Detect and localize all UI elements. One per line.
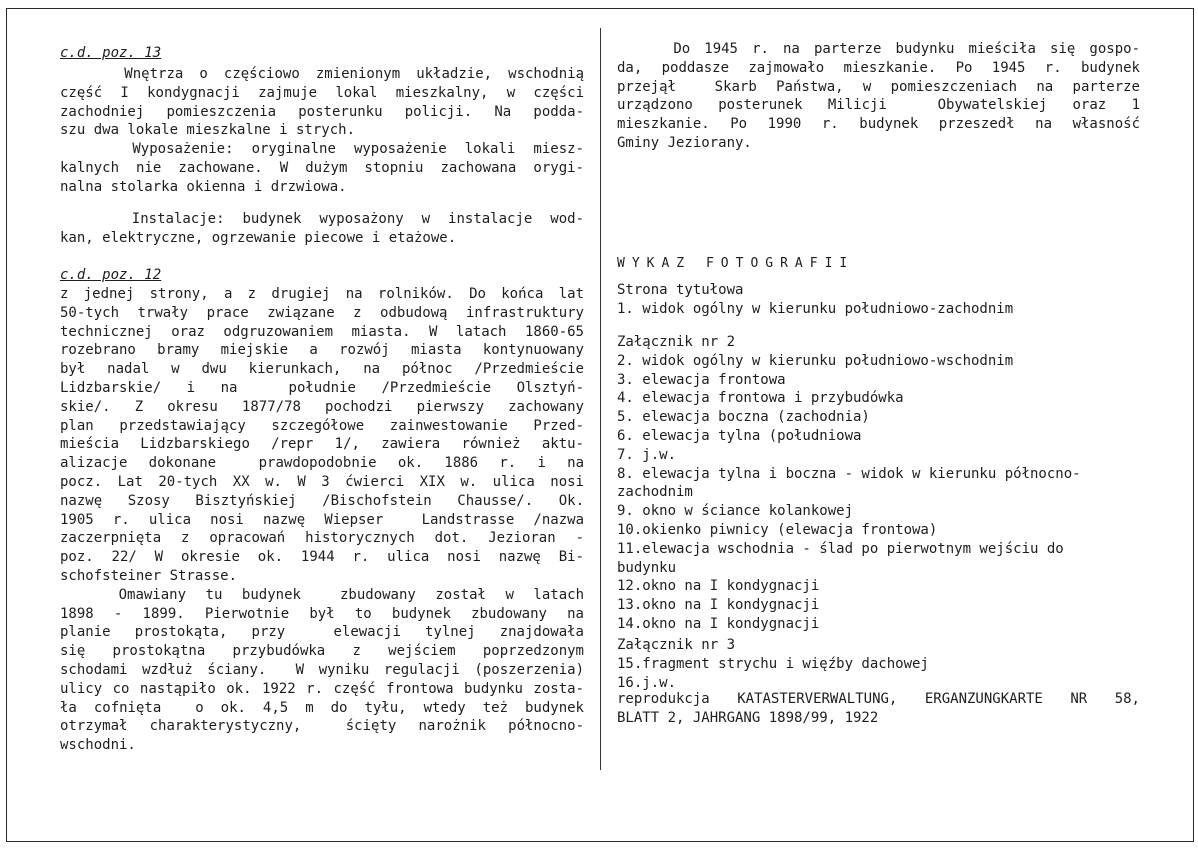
- text-line: ulicy co nastąpiło ok. 1922 r. część frontowa budynku zosta-: [60, 680, 584, 697]
- photo-list-item: 7. j.w.: [617, 446, 677, 463]
- photo-list-item: 8. elewacja tylna i boczna - widok w kierunku północno-: [617, 465, 1081, 482]
- text-line: ła cofnięta o ok. 4,5 m do tyłu, wtedy też budynek: [60, 699, 584, 716]
- text-line: z jednej strony, a z drugiej na rolników. Do końca lat: [60, 286, 584, 302]
- text-line: część I kondygnacji zajmuje lokal mieszkalny, w części: [60, 84, 584, 101]
- photo-list-item: 6. elewacja tylna (południowa: [617, 428, 862, 444]
- text-line: zaczerpnięta z opracowań historycznych dot. Jezioran -: [60, 530, 584, 547]
- column-divider: [600, 28, 601, 770]
- photo-list-item: 9. okno w ściance kolankowej: [617, 503, 854, 520]
- text-line: pocz. Lat 20-tych XX w. W 3 ćwierci XIX w. ulica nosi: [60, 474, 584, 490]
- photo-list-item: 1. widok ogólny w kierunku południowo-zachodnim: [617, 300, 1014, 317]
- text-line: Gminy Jeziorany.: [617, 135, 752, 151]
- text-line: poz. 22/ W okresie ok. 1944 r. ulica nosi nazwę Bi-: [60, 549, 584, 566]
- text-line: nazwę Szosy Bisztyńskiej /Bischofstein Chausse/. Ok.: [60, 492, 584, 509]
- text-line: był nadal w dwu kierunkach, na północ /Przedmieście: [60, 361, 584, 378]
- text-line: nalna stolarka okienna i drzwiowa.: [60, 178, 347, 195]
- text-line: urządzono posterunek Milicji Obywatelskiej oraz 1: [617, 97, 1140, 114]
- photo-list-item: budynku: [617, 559, 677, 576]
- section-heading: c.d. poz. 13: [60, 45, 162, 61]
- text-line: schofsteiner Strasse.: [60, 568, 238, 584]
- text-line: technicznej oraz odgruzowaniem miasta. W latach 1860-65: [60, 323, 584, 340]
- text-line: się prostokątna przybudówka z wejściem poprzedzonym: [60, 643, 584, 660]
- photo-list-item: zachodnim: [617, 484, 693, 501]
- reproduction-note: reprodukcja KATASTERVERWALTUNG, ERGANZUNGKARTE NR 58,: [617, 691, 1140, 707]
- photo-list-item: 14.okno na I kondygnacji: [617, 616, 820, 632]
- text-line: Lidzbarskie/ i na południe /Przedmieście Olsztyń-: [60, 380, 584, 396]
- text-line: szu dwa lokale mieszkalne i strych.: [60, 122, 356, 139]
- group-title: Załącznik nr 3: [617, 637, 736, 653]
- text-line: mieszkanie. Po 1990 r. budynek przeszedł na własność: [617, 116, 1140, 133]
- photo-list-item: 13.okno na I kondygnacji: [617, 597, 820, 614]
- text-line: plan przedstawiający szczegółowe zainwestowanie Przed-: [60, 417, 584, 434]
- photo-list-item: 12.okno na I kondygnacji: [617, 578, 820, 595]
- list-title: WYKAZ FOTOGRAFII: [617, 256, 855, 271]
- text-line: 1898 - 1899. Pierwotnie był to budynek zbudowany na: [60, 605, 584, 622]
- text-line: da, poddasze zajmowało mieszkanie. Po 1945 r. budynek: [617, 59, 1140, 76]
- text-line: 1905 r. ulica nosi nazwę Wiepser Landstrasse /nazwa: [60, 511, 584, 528]
- photo-list-item: 4. elewacja frontowa i przybudówka: [617, 390, 904, 407]
- photo-list-item: 10.okienko piwnicy (elewacja frontowa): [617, 522, 938, 538]
- group-title: Załącznik nr 2: [617, 334, 736, 350]
- text-line: planie prostokąta, przy elewacji tylnej znajdowała: [60, 624, 584, 641]
- group-title: Strona tytułowa: [617, 282, 744, 298]
- text-line: rozebrano bramy miejskie a rozwój miasta kontynuowany: [60, 342, 584, 359]
- text-line: wschodni.: [60, 737, 136, 754]
- photo-list-item: 15.fragment strychu i więźby dachowej: [617, 655, 929, 672]
- text-line: alizacje dokonane prawdopodobnie ok. 1886 r. i na: [60, 455, 584, 472]
- text-line: Wyposażenie: oryginalne wyposażenie lokali miesz-: [60, 141, 584, 158]
- text-line: 50-tych trwały prace związane z odbudową infrastruktury: [60, 304, 584, 321]
- text-line: otrzymał charakterystyczny, ścięty narożnik północno-: [60, 718, 584, 735]
- text-line: Omawiany tu budynek zbudowany został w latach: [60, 586, 584, 603]
- text-line: Wnętrza o częściowo zmienionym układzie, wschodnią: [60, 66, 584, 82]
- photo-list-item: 3. elewacja frontowa: [617, 371, 786, 388]
- text-line: Instalacje: budynek wyposażony w instalacje wod-: [60, 211, 584, 227]
- photo-list-item: 11.elewacja wschodnia - ślad po pierwotnym wejściu do: [617, 540, 1064, 557]
- text-line: przejął Skarb Państwa, w pomieszczeniach na parterze: [617, 78, 1140, 95]
- text-line: schodami wzdłuż ściany. W wyniku regulacji (poszerzenia): [60, 662, 584, 678]
- photo-list-item: 5. elewacja boczna (zachodnia): [617, 409, 870, 426]
- photo-list-item: 2. widok ogólny w kierunku południowo-wschodnim: [617, 352, 1014, 369]
- text-line: Do 1945 r. na parterze budynku mieściła się gospo-: [617, 41, 1140, 57]
- text-line: mieścia Lidzbarskiego /repr 1/, zawiera również aktu-: [60, 436, 584, 453]
- photo-list-item: 16.j.w.: [617, 674, 677, 691]
- text-line: zachodniej pomieszczenia posterunku policji. Na podda-: [60, 103, 584, 120]
- section-heading: c.d. poz. 12: [60, 267, 162, 283]
- reproduction-note: BLATT 2, JAHRGANG 1898/99, 1922: [617, 709, 879, 726]
- text-line: kan, elektryczne, ogrzewanie piecowe i etażowe.: [60, 229, 457, 246]
- text-line: kalnych nie zachowane. W dużym stopniu zachowana orygi-: [60, 160, 584, 176]
- text-line: skie/. Z okresu 1877/78 pochodzi pierwszy zachowany: [60, 398, 584, 415]
